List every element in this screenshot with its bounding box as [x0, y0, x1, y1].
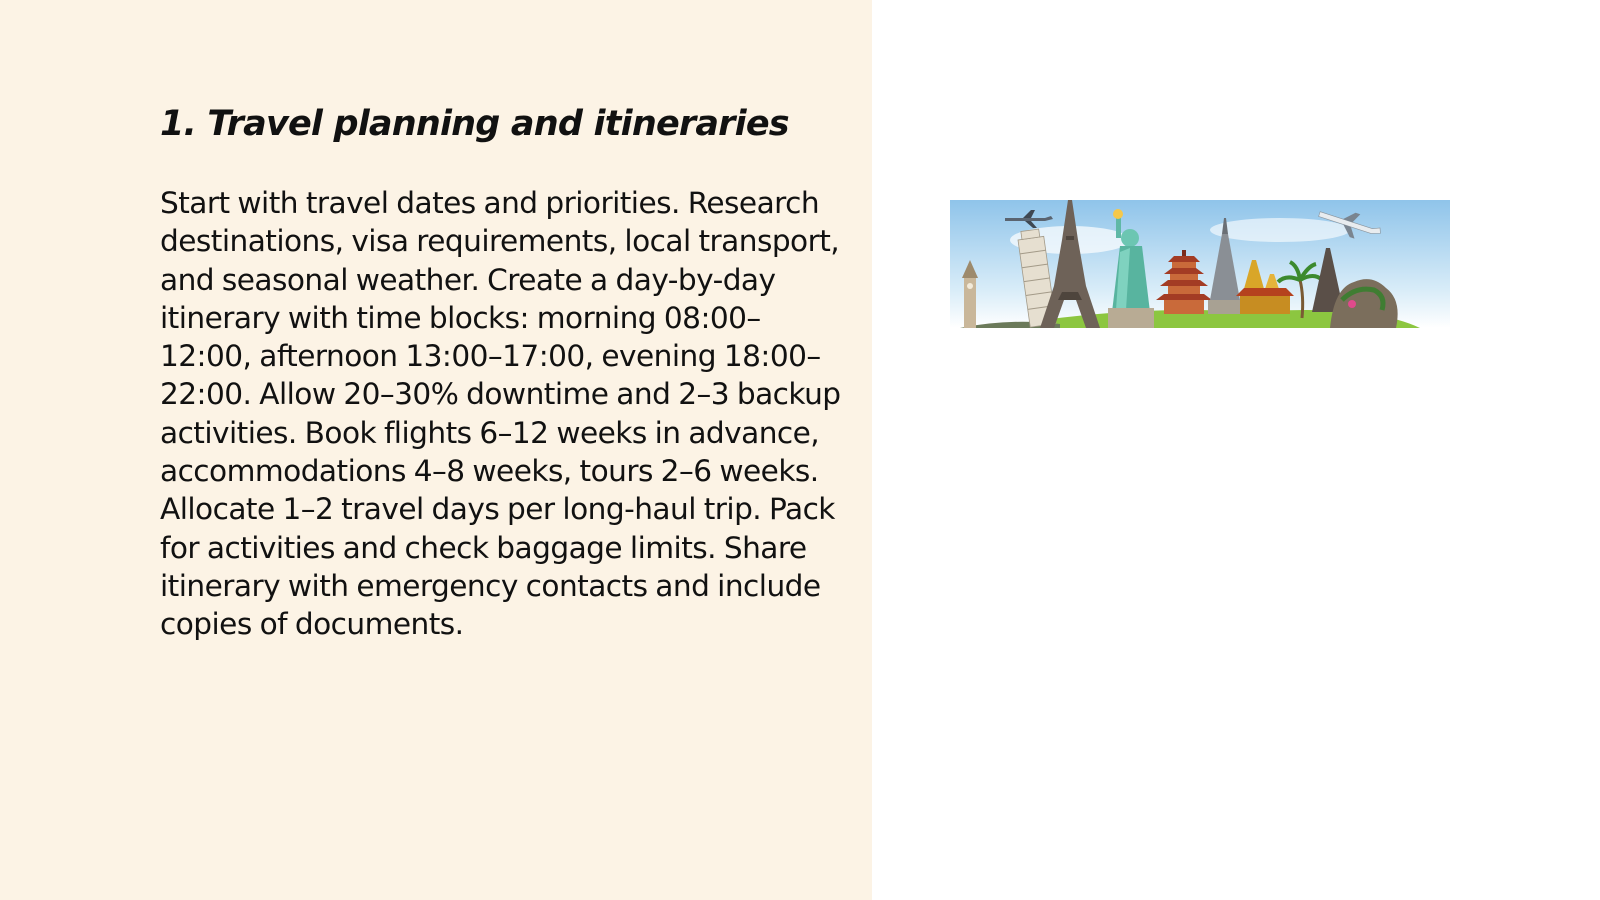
- travel-landmarks-image: [950, 200, 1450, 328]
- slide-heading: 1. Travel planning and itineraries: [160, 104, 789, 144]
- slide-body-text: Start with travel dates and priorities. Research destinations, visa requirements, local transport, and seasonal weather. Create a day-by-day itinerary with time blocks: morning 08:00–12:00, afternoon 13:00–17:00, evening 18:00–22:00. Allow 20–30% downtime and 2–3 backup activities. Book flights 6–12 weeks in advance, accommodations 4–8 weeks, tours 2–6 weeks. Allocate 1–2 travel days per long-haul trip. Pack for activities and check baggage limits. Share itinerary with emergency contacts and include copies of documents.: [160, 186, 841, 642]
